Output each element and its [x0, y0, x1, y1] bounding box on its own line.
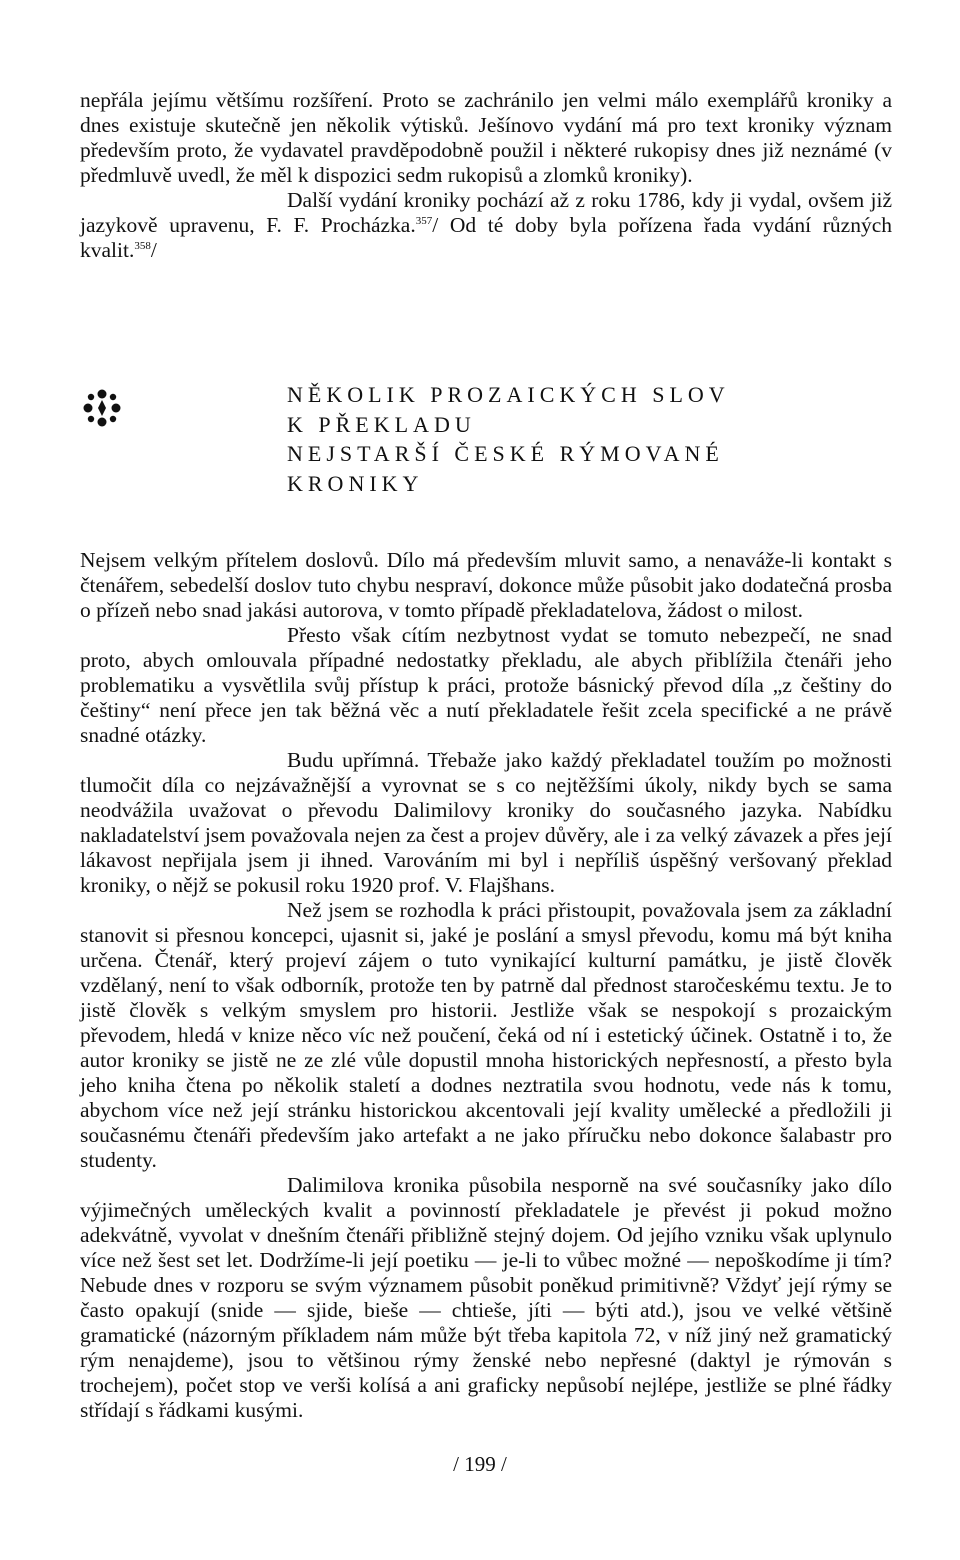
heading-line-2: K PŘEKLADU [287, 411, 476, 437]
intro-paragraph-2-text: Další vydání kroniky pochází až z roku 1786, kdy ji vydal, ovšem již jazykově upravenu, F. F. Procházka. [80, 188, 892, 237]
intro-paragraph-2-text-c: / [150, 238, 157, 262]
footnote-ref-358: 358 [134, 239, 151, 252]
heading-line-4: KRONIKY [287, 470, 424, 496]
heading-line-3: NEJSTARŠÍ ČESKÉ RÝMOVANÉ [287, 441, 724, 466]
section-heading [287, 380, 730, 498]
body-paragraph-5: Dalimilova kronika působila nesporně na své současníky jako dílo výjimečných uměleckých kvalit a povinností překladatele je převést ji pokud možno adekvátně, vyvolat v dnešním čtenáři přibližně stejný dojem. Od jejího vzniku však uplynulo více než šest set let. Dodržíme-li její poetiku — je-li to vůbec možné — nepoškodíme ji tím? Nebude dnes v rozporu se svým významem působit poněkud primitivně? Vždyť její rýmy se často opakují (snide — sjide, bieše — chtieše, jíti — býti atd.), jsou ve velké většině gramatické (názorným příkladem nám může být třeba kapitola 72, v níž jiný než gramatický rým nenajdeme), jsou to většinou rýmy ženské nebo nepřesné (daktyl je rýmován s trochejem), počet stop ve verši kolísá a ani graficky nepůsobí nejlépe, jestliže se plné řádky střídají s řádkami kusými. [80, 1173, 892, 1422]
section-heading-block [80, 380, 892, 500]
body-paragraph-3: Budu upřímná. Třebaže jako každý překladatel toužím po možnosti tlumočit díla co nejzávažnější a vyrovnat se s co nejtěžšími úkoly, nikdy bych se sama neodvážila uvažovat o převodu Dalimilovy kroniky do současného jazyka. Nabídku nakladatelství jsem považovala nejen za čest a projev důvěry, ale i za velký závazek a přes její lákavost nepřijala jsem ji ihned. Varováním mi byl i nepříliš úspěšný veršovaný překlad kroniky, o nějž se pokusil roku 1920 prof. V. Flajšhans. [80, 748, 892, 897]
intro-paragraph-2 [80, 188, 892, 263]
body-paragraph-1: Nejsem velkým přítelem doslovů. Dílo má především mluvit samo, a nenaváže-li kontakt s čtenářem, sebedelší doslov tuto chybu nespraví, dokonce může působit jako dodatečná prosba o přízeň nebo snad jakási autorova, v tomto případě překladatelova, žádost o milost. [80, 548, 892, 622]
main-text [80, 548, 892, 1423]
page-number: / 199 / [453, 1452, 507, 1476]
body-paragraph-4: Než jsem se rozhodla k práci přistoupit, považovala jsem za základní stanovit si přesnou koncepci, ujasnit si, jaké je poslání a smysl převodu, komu má být kniha určena. Čtenář, který projeví zájem o tuto vynikající kulturní památku, je jistě člověk vzdělaný, není to však odborník, protože ten by patrně dal přednost staročeskému textu. Je to jistě člověk s velkým smyslem pro historii. Jestliže však se nespokojí s prozaickým převodem, hledá v knize něco víc než poučení, čeká od ní i estetický účinek. Ostatně i to, že autor kroniky se jistě ne ze zlé vůle dopustil mnoha historických nepřesností, a přesto byla jeho kniha čtena po několik staletí a dodnes neztratila svou hodnotu, vede nás k tomu, abychom více než její stránku historickou akcentovali její kvality umělecké a předložili ji současnému čtenáři především jako artefakt a ne jako příručku nebo dokonce šalabastr pro studenty. [80, 898, 892, 1172]
footnote-ref-357: 357 [415, 214, 433, 227]
fleuron-ornament-icon [80, 386, 124, 430]
heading-line-1: NĚKOLIK PROZAICKÝCH SLOV [287, 382, 730, 407]
intro-paragraph-1: nepřála jejímu většímu rozšíření. Proto se zachránilo jen velmi málo exemplářů kroniky a dnes existuje skutečně jen několik výtisků. Ješínovo vydání má pro text kroniky význam především proto, že vydavatel pravděpodobně použil i některé rukopisy dnes již neznámé (v předmluvě uvedl, že měl k dispozici sedm rukopisů a zlomků kroniky). [80, 88, 892, 187]
intro-section [80, 88, 892, 263]
intro-paragraph-2-text-b: / Od té doby byla pořízena řada vydání různých kvalit. [80, 213, 892, 262]
body-paragraph-2: Přesto však cítím nezbytnost vydat se tomuto nebezpečí, ne snad proto, abych omlouvala případné nedostatky překladu, ale abych přiblížila čtenáři jeho problematiku a vysvětlila svůj přístup k práci, protože básnický převod díla „z češtiny do češtiny“ není přece jen tak běžná věc a nutí překladatele řešit zcela specifické a ne právě snadné otázky. [80, 623, 892, 747]
